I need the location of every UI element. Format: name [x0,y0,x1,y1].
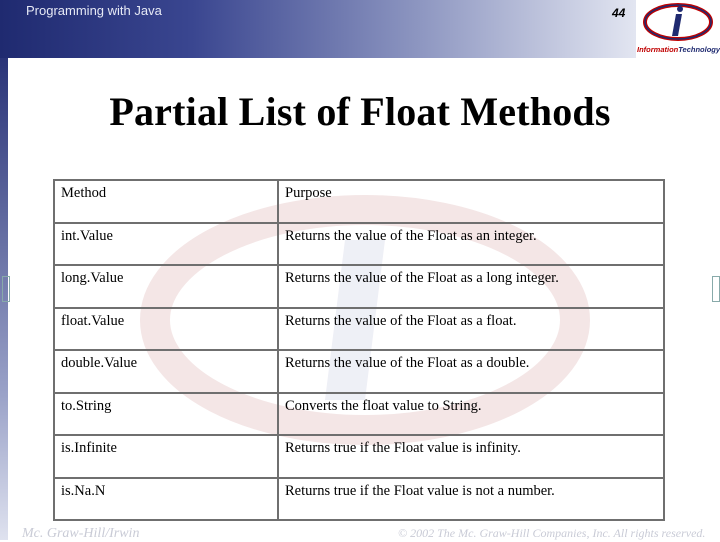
table-row [54,265,664,308]
method-cell: int.Value [54,223,278,266]
table-row [54,350,664,393]
table-row [54,478,664,521]
purpose-cell: Returns the value of the Float as a double. [278,350,664,393]
course-title: Programming with Java [26,3,162,18]
header-method: Method [54,180,278,223]
page-number: 44 [612,6,626,20]
footer-publisher: Mc. Graw-Hill/Irwin [22,526,140,541]
header-purpose: Purpose [278,180,664,223]
purpose-cell: Returns true if the Float value is infinity. [278,435,664,478]
logo-tagline: InformationTechnology [637,45,720,54]
purpose-cell: Returns the value of the Float as a long integer. [278,265,664,308]
left-edge-mark [2,276,10,302]
method-cell: is.Infinite [54,435,278,478]
table-header-row [54,180,664,223]
table-row [54,393,664,436]
method-cell: double.Value [54,350,278,393]
method-cell: is.Na.N [54,478,278,521]
method-cell: float.Value [54,308,278,351]
method-cell: to.String [54,393,278,436]
table-row [54,223,664,266]
purpose-cell: Returns the value of the Float as an integer. [278,223,664,266]
table-row [54,435,664,478]
table-row [54,308,664,351]
slide-title: Partial List of Float Methods [109,89,611,134]
purpose-cell: Returns true if the Float value is not a number. [278,478,664,521]
method-cell: long.Value [54,265,278,308]
float-methods-table [53,179,665,521]
right-edge-mark [712,276,720,302]
footer-copyright: © 2002 The Mc. Graw-Hill Companies, Inc. All rights reserved. [398,526,706,540]
purpose-cell: Converts the float value to String. [278,393,664,436]
purpose-cell: Returns the value of the Float as a float. [278,308,664,351]
